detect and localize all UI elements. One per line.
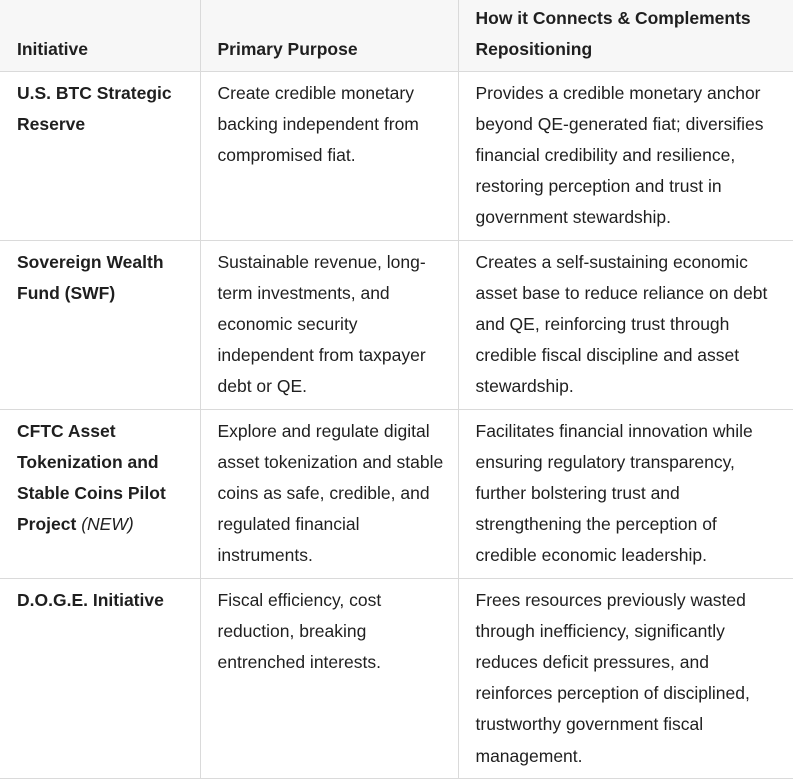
purpose-cell: Create credible monetary backing independent from compromised fiat. (200, 71, 458, 240)
header-primary-purpose[interactable]: Primary Purpose (200, 0, 458, 71)
initiative-cell (0, 240, 200, 409)
purpose-cell: Fiscal efficiency, cost reduction, breaking entrenched interests. (200, 578, 458, 778)
header-initiative[interactable]: Initiative (0, 0, 200, 71)
header-connection[interactable]: How it Connects & Complements Repositioning (458, 0, 793, 71)
table-header-row (0, 0, 793, 71)
initiative-cell (0, 71, 200, 240)
initiative-name: Sovereign Wealth Fund (SWF) (17, 251, 164, 303)
purpose-cell: Sustainable revenue, long-term investments, and economic security independent from taxpayer debt or QE. (200, 240, 458, 409)
initiative-name: U.S. BTC Strategic Reserve (17, 82, 172, 134)
new-tag: (NEW) (81, 514, 134, 535)
initiative-cell (0, 409, 200, 578)
table-row (0, 578, 793, 778)
connection-cell: Provides a credible monetary anchor beyond QE-generated fiat; diversifies financial credibility and resilience, restoring perception and trust in government stewardship. (458, 71, 793, 240)
connection-cell: Frees resources previously wasted through inefficiency, significantly reduces deficit pressures, and reinforces perception of disciplined, trustworthy government fiscal management. (458, 578, 793, 778)
initiative-name: D.O.G.E. Initiative (17, 589, 164, 610)
initiative-cell (0, 578, 200, 778)
purpose-cell: Explore and regulate digital asset tokenization and stable coins as safe, credible, and regulated financial instruments. (200, 409, 458, 578)
initiative-name: CFTC Asset Tokenization and Stable Coins Pilot Project (17, 420, 166, 535)
connection-cell: Facilitates financial innovation while ensuring regulatory transparency, further bolstering trust and strengthening the perception of credible economic leadership. (458, 409, 793, 578)
table-row (0, 71, 793, 240)
table-row (0, 409, 793, 578)
table-row (0, 240, 793, 409)
connection-cell: Creates a self-sustaining economic asset base to reduce reliance on debt and QE, reinforcing trust through credible fiscal discipline and asset stewardship. (458, 240, 793, 409)
